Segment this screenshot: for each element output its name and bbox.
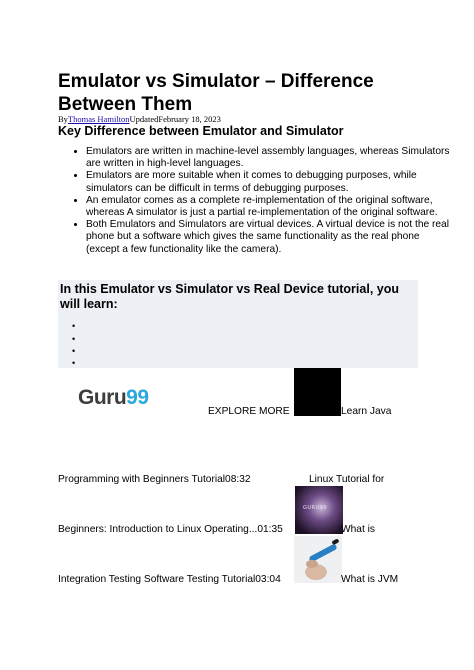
video-title-part[interactable]: Learn Java xyxy=(341,406,392,417)
difference-list xyxy=(58,146,451,256)
list-item: • An emulator comes as a complete re-implementation of the original software, whereas A simulator is just a partial re-implementation of the original software. xyxy=(86,195,451,219)
hand-pen-icon xyxy=(294,536,342,583)
toc-heading: In this Emulator vs Simulator vs Real Device tutorial, you will learn: xyxy=(60,282,399,311)
article-title: Emulator vs Simulator – Difference Between Them xyxy=(58,71,374,115)
video-title-part[interactable]: Integration Testing Software Testing Tutorial03:04 xyxy=(58,574,281,585)
video-title-part[interactable]: Beginners: Introduction to Linux Operating...01:35 xyxy=(58,524,283,535)
video-title-part[interactable]: Linux Tutorial for xyxy=(309,474,385,485)
toc-box xyxy=(58,280,418,368)
guru99-logo xyxy=(78,386,149,410)
list-item: • Emulators are more suitable when it comes to debugging purposes, while simulators can be difficult in terms of debugging purposes. xyxy=(86,170,451,194)
toc-empty-bullet: • xyxy=(72,358,76,368)
video-thumbnail[interactable] xyxy=(294,368,341,416)
logo-number: 99 xyxy=(126,386,149,409)
logo-text: Guru xyxy=(78,386,127,409)
byline xyxy=(58,114,221,124)
video-title-part[interactable]: Programming with Beginners Tutorial08:32 xyxy=(58,474,251,485)
list-item: • Both Emulators and Simulators are virtual devices. A virtual device is not the real phone but a software which gives the same functionality as the real phone (except a few functionality like the camera). xyxy=(86,219,451,256)
list-item: • Emulators are written in machine-level assembly languages, whereas Simulators are written in high-level languages. xyxy=(86,146,451,170)
explore-more-link[interactable]: EXPLORE MORE xyxy=(208,406,290,417)
toc-empty-bullet: • xyxy=(72,321,76,331)
toc-empty-bullet: • xyxy=(72,346,76,356)
section-heading: Key Difference between Emulator and Simulator xyxy=(58,124,344,138)
video-title-part[interactable]: What is JVM xyxy=(341,574,399,585)
updated-date: UpdatedFebruary 18, 2023 xyxy=(129,114,221,124)
video-thumbnail[interactable] xyxy=(294,536,342,583)
video-title-part[interactable]: What is xyxy=(341,524,375,535)
video-thumbnail[interactable] xyxy=(295,486,343,534)
toc-empty-bullet: • xyxy=(72,334,76,344)
byline-by: By xyxy=(58,114,68,124)
author-link[interactable]: Thomas Hamilton xyxy=(67,114,130,124)
thumbnail-label: GURU99 xyxy=(303,505,328,511)
